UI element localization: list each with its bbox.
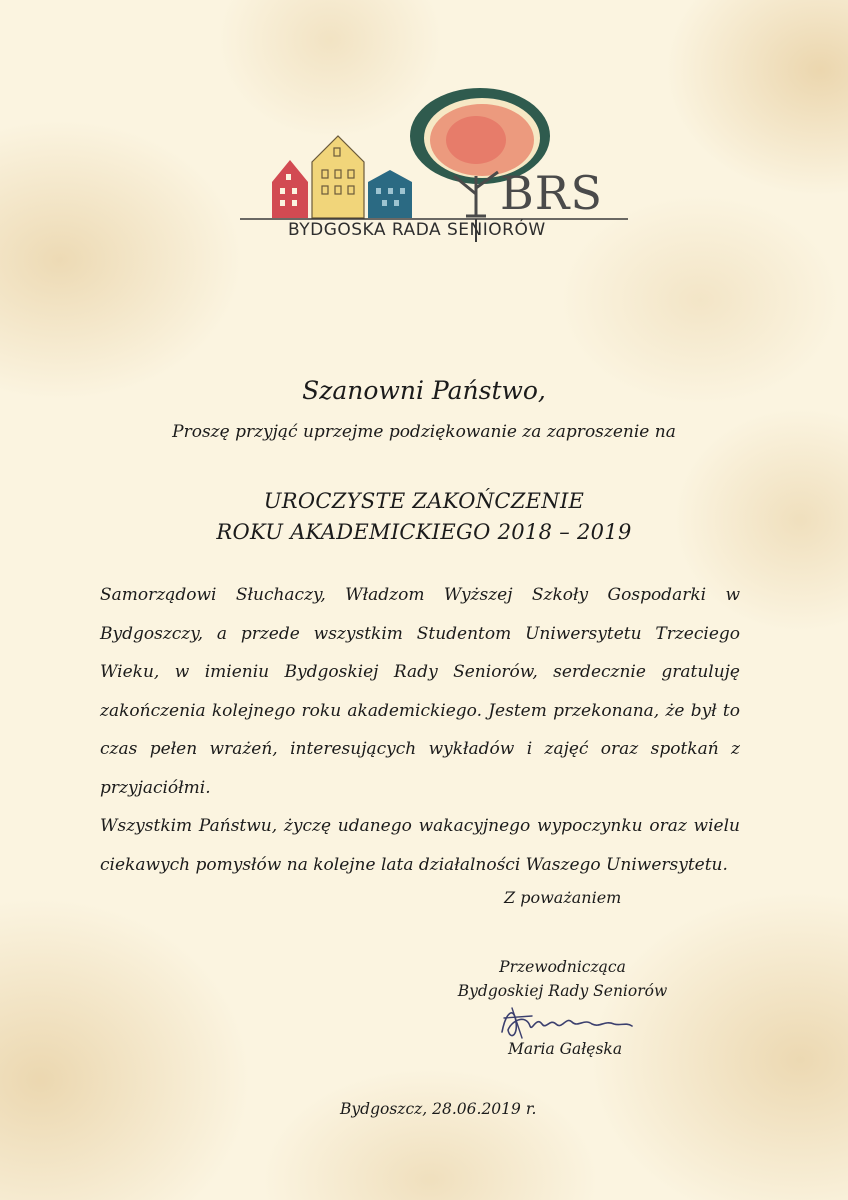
letter-paragraph-1: Samorządowi Słuchaczy, Władzom Wyższej Szkoły Gospodarki w Bydgoszczy, a przede wszystkim Studentom Uniwersytetu Trzeciego Wieku, w imieniu Bydgoskiej Rady Seniorów, serdecznie gratuluję zakończenia kolejnego roku akademickiego. Jestem przekonana, że był to czas pełen wrażeń, interesujących wykładów i zajęć oraz spotkań z przyjaciółmi. bbox=[100, 585, 740, 798]
yellow-house-icon bbox=[312, 136, 364, 218]
letter-body bbox=[100, 576, 740, 884]
place-and-date: Bydgoszcz, 28.06.2019 r. bbox=[340, 1100, 537, 1118]
letter-closing: Z poważaniem bbox=[504, 888, 622, 907]
logo-initials: BRS bbox=[500, 166, 603, 220]
letter-salutation: Szanowni Państwo, bbox=[302, 376, 546, 405]
event-title-line2: ROKU AKADEMICKIEGO 2018 – 2019 bbox=[216, 520, 632, 544]
signatory-title-line1: Przewodnicząca bbox=[499, 958, 626, 976]
letter-intro: Proszę przyjąć uprzejme podziękowanie za zaproszenie na bbox=[172, 422, 676, 442]
event-title bbox=[0, 486, 848, 548]
logo-organization-name: BYDGOSKA RADA SENIORÓW bbox=[288, 220, 546, 240]
event-title-line1: UROCZYSTE ZAKOŃCZENIE bbox=[263, 489, 585, 513]
signatory-title bbox=[455, 955, 670, 1003]
blue-house-icon bbox=[368, 170, 412, 218]
signatory-name: Maria Gałęska bbox=[508, 1040, 623, 1058]
red-house-icon bbox=[272, 160, 308, 218]
letter-paragraph-2: Wszystkim Państwu, życzę udanego wakacyjnego wypoczynku oraz wielu ciekawych pomysłów na kolejne lata działalności Waszego Uniwersytetu. bbox=[100, 816, 740, 875]
signatory-title-line2: Bydgoskiej Rady Seniorów bbox=[457, 982, 668, 1000]
